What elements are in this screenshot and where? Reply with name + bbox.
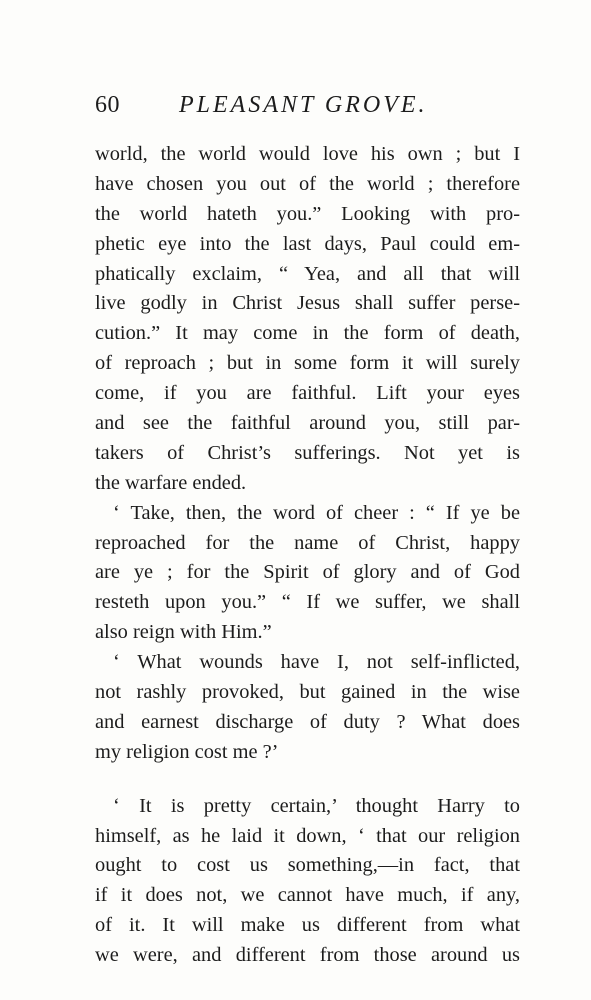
- text-line: and see the faithful around you, still par-: [95, 412, 520, 435]
- text-line: himself, as he laid it down, ‘ that our religion: [95, 824, 520, 847]
- text-line: of reproach ; but in some form it will surely: [95, 352, 520, 375]
- text-line: we were, and different from those around us: [95, 944, 520, 967]
- text-line: come, if you are faithful. Lift your eyes: [95, 382, 520, 405]
- text-line: phatically exclaim, “ Yea, and all that will: [95, 262, 520, 285]
- text-line: have chosen you out of the world ; therefore: [95, 172, 520, 195]
- paragraph: [95, 499, 520, 648]
- text-line: my religion cost me ?’: [95, 740, 279, 763]
- text-line: if it does not, we cannot have much, if any,: [95, 884, 520, 907]
- text-line: the warfare ended.: [95, 471, 247, 494]
- text-line: of it. It will make us different from what: [95, 914, 520, 937]
- text-line: takers of Christ’s sufferings. Not yet is: [95, 441, 520, 464]
- text-line: and earnest discharge of duty ? What does: [95, 710, 520, 733]
- text-line: phetic eye into the last days, Paul could em-: [95, 232, 520, 255]
- text-line: reproached for the name of Christ, happy: [95, 531, 520, 554]
- text-line: live godly in Christ Jesus shall suffer perse-: [95, 292, 520, 315]
- text-line: resteth upon you.” “ If we suffer, we shall: [95, 591, 520, 614]
- text-line: ‘ It is pretty certain,’ thought Harry to: [113, 794, 520, 817]
- paragraph: [95, 648, 520, 768]
- text-line: not rashly provoked, but gained in the wise: [95, 681, 520, 704]
- text-line: ‘ What wounds have I, not self-inflicted,: [113, 651, 520, 674]
- paragraph: [95, 140, 520, 499]
- text-line: ought to cost us something,—in fact, that: [95, 854, 520, 877]
- body-text: [95, 140, 520, 971]
- running-header: [95, 92, 525, 124]
- text-line: cution.” It may come in the form of death,: [95, 322, 520, 345]
- paragraph: [95, 792, 520, 971]
- running-title: PLEASANT GROVE.: [179, 92, 428, 118]
- text-line: ‘ Take, then, the word of cheer : “ If ye be: [113, 501, 520, 524]
- page-number: 60: [95, 92, 120, 118]
- text-line: also reign with Him.”: [95, 621, 272, 644]
- text-line: the world hateth you.” Looking with pro-: [95, 202, 520, 225]
- text-line: world, the world would love his own ; but I: [95, 143, 520, 165]
- text-line: are ye ; for the Spirit of glory and of God: [95, 561, 520, 584]
